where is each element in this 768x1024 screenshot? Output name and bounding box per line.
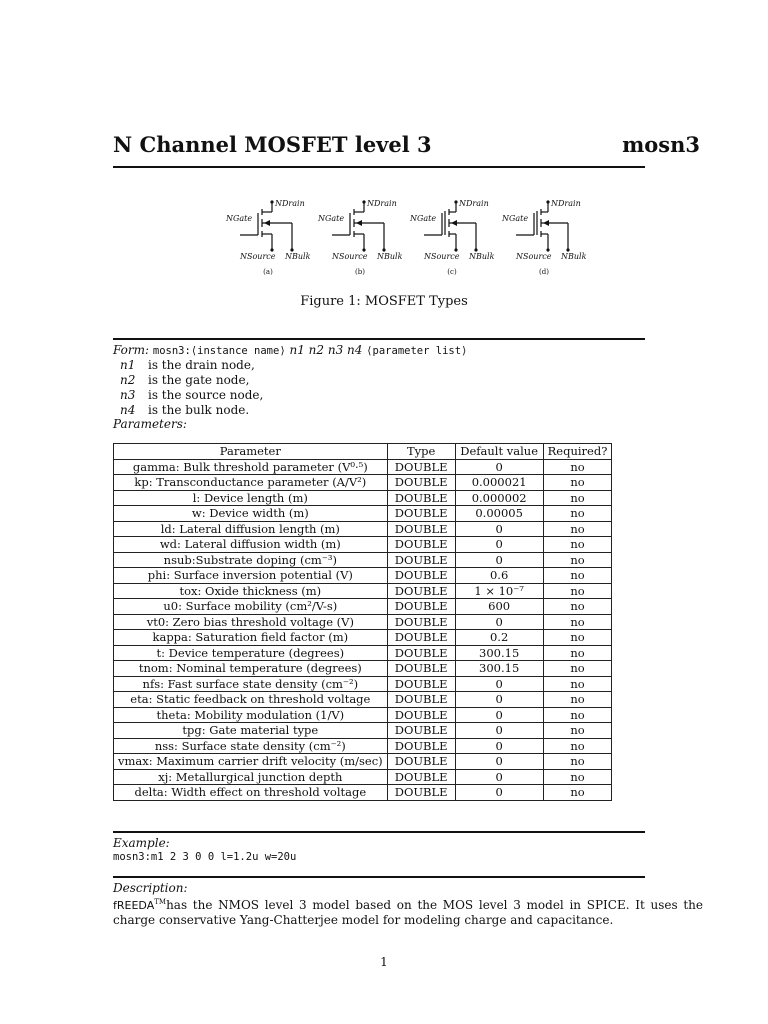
table-cell: tpg: Gate material type <box>114 723 388 739</box>
node-item <box>120 358 263 373</box>
table-cell: 0 <box>455 738 543 754</box>
mosfet-symbol <box>240 200 294 251</box>
mosfet-symbol <box>332 200 386 251</box>
table-row <box>114 521 612 537</box>
table-row <box>114 459 612 475</box>
table-cell: nss: Surface state density (cm⁻²) <box>114 738 388 754</box>
figure-sublabel: (c) <box>447 268 457 276</box>
node-description: is the bulk node. <box>148 403 250 417</box>
table-row <box>114 552 612 568</box>
table-cell: tox: Oxide thickness (m) <box>114 583 388 599</box>
table-cell: DOUBLE <box>387 754 455 770</box>
gate-label: NGate <box>502 214 529 223</box>
table-row <box>114 568 612 584</box>
table-cell: 0 <box>455 614 543 630</box>
table-row <box>114 723 612 739</box>
source-label: NSource <box>332 252 368 261</box>
table-cell: 0 <box>455 754 543 770</box>
table-cell: 0 <box>455 537 543 553</box>
gate-label: NGate <box>226 214 253 223</box>
table-cell: DOUBLE <box>387 475 455 491</box>
description-label: Description: <box>113 881 188 895</box>
table-cell: 0 <box>455 552 543 568</box>
column-header: Type <box>387 444 455 460</box>
table-cell: no <box>543 568 612 584</box>
table-cell: 0 <box>455 769 543 785</box>
drain-label: NDrain <box>367 199 397 208</box>
parameters-table <box>113 443 612 801</box>
column-header: Parameter <box>114 444 388 460</box>
table-cell: nfs: Fast surface state density (cm⁻²) <box>114 676 388 692</box>
page-header <box>113 132 700 162</box>
table-cell: 0.2 <box>455 630 543 646</box>
table-cell: no <box>543 475 612 491</box>
table-cell: theta: Mobility modulation (1/V) <box>114 707 388 723</box>
table-cell: no <box>543 738 612 754</box>
node-description: is the gate node, <box>148 373 250 387</box>
table-row <box>114 707 612 723</box>
table-cell: kp: Transconductance parameter (A/V²) <box>114 475 388 491</box>
drain-label: NDrain <box>275 199 305 208</box>
table-cell: DOUBLE <box>387 537 455 553</box>
table-row <box>114 738 612 754</box>
table-cell: DOUBLE <box>387 552 455 568</box>
table-cell: no <box>543 537 612 553</box>
table-cell: l: Device length (m) <box>114 490 388 506</box>
table-row <box>114 676 612 692</box>
example-label: Example: <box>113 836 170 850</box>
table-cell: DOUBLE <box>387 583 455 599</box>
table-cell: no <box>543 645 612 661</box>
figure-caption: Figure 1: MOSFET Types <box>300 294 468 309</box>
table-cell: no <box>543 692 612 708</box>
form-nodes: n1 n2 n3 n4 <box>289 343 363 357</box>
page-title: N Channel MOSFET level 3 <box>113 132 432 157</box>
node-name: n4 <box>120 403 136 417</box>
table-cell: kappa: Saturation field factor (m) <box>114 630 388 646</box>
column-header: Default value <box>455 444 543 460</box>
table-cell: DOUBLE <box>387 506 455 522</box>
table-cell: DOUBLE <box>387 490 455 506</box>
table-cell: no <box>543 583 612 599</box>
table-cell: 1 × 10⁻⁷ <box>455 583 543 599</box>
table-cell: 0 <box>455 676 543 692</box>
table-row <box>114 490 612 506</box>
table-row <box>114 645 612 661</box>
table-cell: DOUBLE <box>387 645 455 661</box>
table-cell: no <box>543 506 612 522</box>
table-cell: no <box>543 552 612 568</box>
table-cell: no <box>543 599 612 615</box>
table-cell: gamma: Bulk threshold parameter (V⁰·⁵) <box>114 459 388 475</box>
table-cell: w: Device width (m) <box>114 506 388 522</box>
table-row <box>114 630 612 646</box>
source-label: NSource <box>240 252 276 261</box>
table-row <box>114 661 612 677</box>
table-cell: no <box>543 754 612 770</box>
node-name: n1 <box>120 358 136 372</box>
table-cell: t: Device temperature (degrees) <box>114 645 388 661</box>
table-cell: DOUBLE <box>387 630 455 646</box>
table-cell: DOUBLE <box>387 723 455 739</box>
table-cell: DOUBLE <box>387 661 455 677</box>
table-cell: DOUBLE <box>387 614 455 630</box>
form-label: Form: <box>113 343 150 357</box>
table-cell: 0.6 <box>455 568 543 584</box>
table-cell: phi: Surface inversion potential (V) <box>114 568 388 584</box>
table-cell: no <box>543 676 612 692</box>
table-cell: no <box>543 459 612 475</box>
table-cell: 0 <box>455 692 543 708</box>
source-label: NSource <box>516 252 552 261</box>
table-row <box>114 614 612 630</box>
bulk-label: NBulk <box>561 252 587 261</box>
table-cell: no <box>543 490 612 506</box>
table-header-row <box>114 444 612 460</box>
form-line <box>113 343 467 357</box>
table-cell: no <box>543 614 612 630</box>
bulk-label: NBulk <box>469 252 495 261</box>
example-code: mosn3:m1 2 3 0 0 l=1.2u w=20u <box>113 851 297 863</box>
table-cell: nsub:Substrate doping (cm⁻³) <box>114 552 388 568</box>
description-body: has the NMOS level 3 model based on the MOS level 3 model in SPICE. It uses the charge conservative Yang-Chatterjee model for modeling charge and capacitance. <box>113 898 703 927</box>
table-cell: delta: Width effect on threshold voltage <box>114 785 388 801</box>
table-row <box>114 506 612 522</box>
example-rule <box>113 831 645 833</box>
mosfet-types-figure <box>220 195 590 285</box>
table-cell: 0.000002 <box>455 490 543 506</box>
node-name: n3 <box>120 388 136 402</box>
description-text <box>113 895 703 928</box>
node-name: n2 <box>120 373 136 387</box>
form-param-list: ⟨parameter list⟩ <box>366 345 468 357</box>
table-cell: ld: Lateral diffusion length (m) <box>114 521 388 537</box>
brand-name: fREEDA <box>113 899 155 912</box>
node-list <box>120 358 263 418</box>
table-cell: DOUBLE <box>387 521 455 537</box>
table-cell: no <box>543 707 612 723</box>
table-row <box>114 754 612 770</box>
table-cell: tnom: Nominal temperature (degrees) <box>114 661 388 677</box>
parameters-label: Parameters: <box>113 417 187 431</box>
table-cell: u0: Surface mobility (cm²/V-s) <box>114 599 388 615</box>
page-number: 1 <box>380 955 388 969</box>
table-cell: no <box>543 661 612 677</box>
table-cell: vmax: Maximum carrier drift velocity (m/sec) <box>114 754 388 770</box>
bulk-label: NBulk <box>285 252 311 261</box>
table-cell: no <box>543 630 612 646</box>
header-rule <box>113 166 645 168</box>
table-cell: 600 <box>455 599 543 615</box>
table-cell: 0 <box>455 785 543 801</box>
table-cell: DOUBLE <box>387 568 455 584</box>
table-cell: no <box>543 521 612 537</box>
node-item <box>120 403 263 418</box>
node-item <box>120 373 263 388</box>
table-row <box>114 692 612 708</box>
node-description: is the source node, <box>148 388 264 402</box>
table-row <box>114 475 612 491</box>
table-cell: 0 <box>455 707 543 723</box>
table-row <box>114 785 612 801</box>
drain-label: NDrain <box>551 199 581 208</box>
mosfet-symbol <box>516 200 570 251</box>
form-instance: ⟨instance name⟩ <box>190 345 286 357</box>
table-cell: 300.15 <box>455 645 543 661</box>
table-cell: eta: Static feedback on threshold voltage <box>114 692 388 708</box>
table-cell: 0 <box>455 723 543 739</box>
table-cell: no <box>543 723 612 739</box>
gate-label: NGate <box>410 214 437 223</box>
column-header: Required? <box>543 444 612 460</box>
bulk-label: NBulk <box>377 252 403 261</box>
table-cell: 300.15 <box>455 661 543 677</box>
node-item <box>120 388 263 403</box>
table-cell: 0 <box>455 521 543 537</box>
drain-label: NDrain <box>459 199 489 208</box>
table-cell: DOUBLE <box>387 785 455 801</box>
table-cell: DOUBLE <box>387 459 455 475</box>
table-cell: DOUBLE <box>387 738 455 754</box>
table-cell: xj: Metallurgical junction depth <box>114 769 388 785</box>
node-description: is the drain node, <box>148 358 255 372</box>
table-cell: DOUBLE <box>387 692 455 708</box>
table-cell: wd: Lateral diffusion width (m) <box>114 537 388 553</box>
table-cell: DOUBLE <box>387 599 455 615</box>
table-row <box>114 583 612 599</box>
table-row <box>114 537 612 553</box>
table-cell: vt0: Zero bias threshold voltage (V) <box>114 614 388 630</box>
table-cell: 0 <box>455 459 543 475</box>
table-row <box>114 599 612 615</box>
element-name: mosn3 <box>622 132 700 157</box>
table-row <box>114 769 612 785</box>
table-cell: 0.000021 <box>455 475 543 491</box>
table-cell: 0.00005 <box>455 506 543 522</box>
gate-label: NGate <box>318 214 345 223</box>
trademark: TM <box>154 898 167 906</box>
figure-sublabel: (b) <box>355 268 365 276</box>
figure-sublabel: (a) <box>263 268 273 276</box>
table-cell: no <box>543 769 612 785</box>
form-rule <box>113 338 645 340</box>
form-code: mosn3: <box>152 345 191 357</box>
description-rule <box>113 876 645 878</box>
figure-sublabel: (d) <box>539 268 549 276</box>
table-cell: DOUBLE <box>387 676 455 692</box>
table-cell: no <box>543 785 612 801</box>
source-label: NSource <box>424 252 460 261</box>
table-cell: DOUBLE <box>387 707 455 723</box>
table-cell: DOUBLE <box>387 769 455 785</box>
mosfet-symbol <box>424 200 478 251</box>
